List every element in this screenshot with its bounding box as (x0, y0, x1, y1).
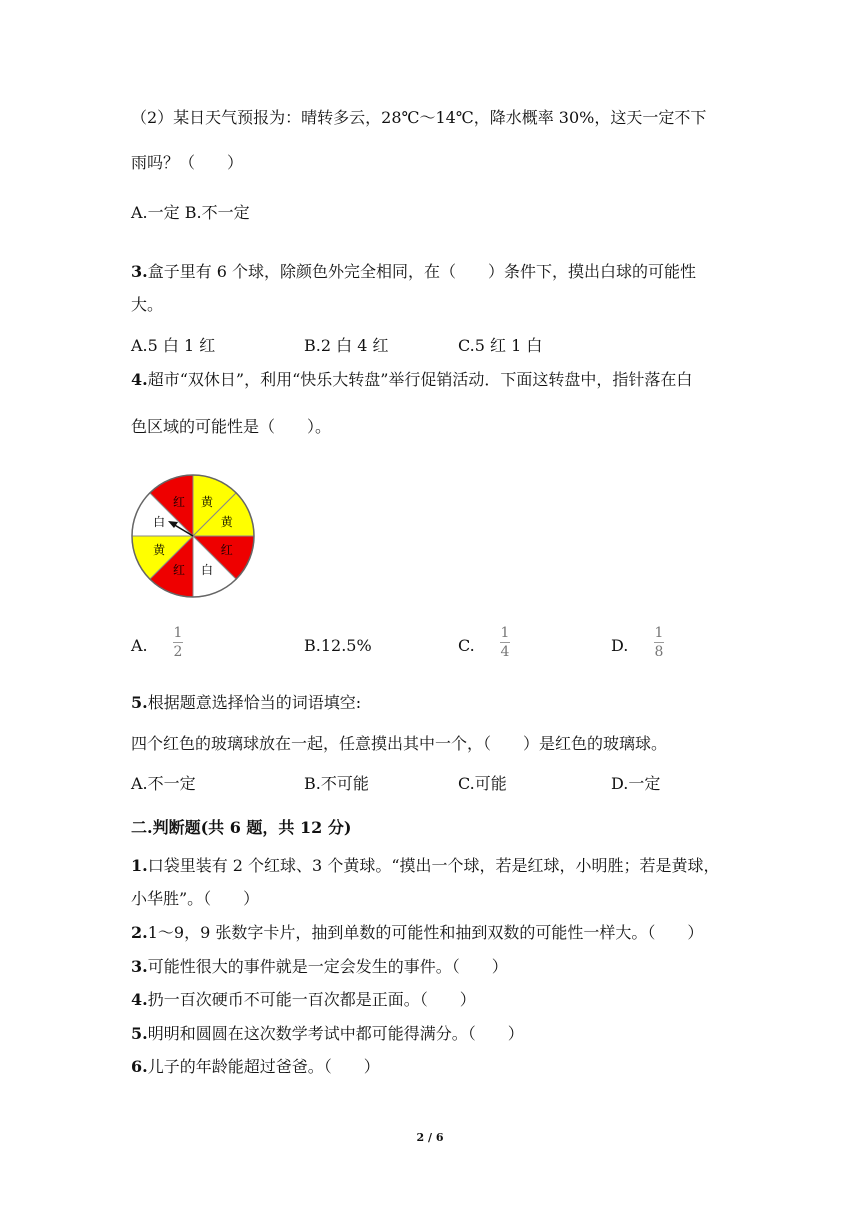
q3-option-c: C.5 红 1 白 (458, 336, 543, 355)
judge-item-4: 4.扔一百次硬币不可能一百次都是正面。（ ） (131, 990, 476, 1009)
spinner-segment-label: 白 (201, 562, 214, 577)
q3-line1 (131, 261, 696, 283)
spinner-segment-label: 黄 (201, 495, 214, 510)
fraction-denominator: 2 (173, 644, 183, 660)
judge-item-5: 5.明明和圆圆在这次数学考试中都可能得满分。（ ） (131, 1024, 524, 1043)
judge-item-1: 1.口袋里装有 2 个红球、3 个黄球。“摸出一个球，若是红球，小明胜；若是黄球， (131, 856, 720, 875)
q4-option-a-label: A. (131, 636, 148, 655)
q3-text: 盒子里有 6 个球，除颜色外完全相同，在（ ）条件下，摸出白球的可能性 (147, 262, 697, 281)
q5-option-b: B.不可能 (304, 774, 369, 793)
q4-option-c-label: C. (458, 636, 475, 655)
q4-option-b: B.12.5% (304, 636, 372, 655)
q2-sub-line1: （2）某日天气预报为：晴转多云，28℃～14℃，降水概率 30%，这天一定不下 (131, 108, 707, 127)
q4-line1 (131, 369, 692, 391)
spinner-segment-label: 红 (220, 543, 233, 558)
fraction-bar (654, 642, 664, 643)
q5-line2: 四个红色的玻璃球放在一起，任意摸出其中一个，（ ）是红色的玻璃球。 (131, 734, 668, 753)
fraction-denominator: 8 (654, 644, 664, 660)
fraction-numerator: 1 (173, 625, 183, 641)
fraction-denominator: 4 (500, 644, 510, 660)
q5-number: 5. (131, 693, 148, 712)
q3-line2: 大。 (131, 295, 164, 314)
q3-option-b: B.2 白 4 红 (304, 336, 389, 355)
q5-option-d: D.一定 (611, 774, 661, 793)
q4-number: 4. (131, 370, 148, 389)
q3-option-a: A.5 白 1 红 (131, 336, 216, 355)
judge-item-2: 2.1～9，9 张数字卡片，抽到单数的可能性和抽到双数的可能性一样大。（ ） (131, 923, 704, 942)
section-title: 二.判断题(共 6 题，共 12 分) (131, 818, 352, 837)
q5-text: 根据题意选择恰当的词语填空: (147, 693, 362, 712)
q3-number: 3. (131, 262, 148, 281)
q4-option-a-fraction (173, 626, 183, 659)
q4-option-d-fraction (654, 626, 664, 659)
spinner-wheel (128, 474, 260, 602)
spinner-segment-label: 红 (172, 562, 185, 577)
fraction-numerator: 1 (654, 625, 664, 641)
spinner-segment-label: 黄 (153, 543, 166, 558)
fraction-numerator: 1 (500, 625, 510, 641)
q5-line1 (131, 692, 361, 714)
judge-item-3: 3.可能性很大的事件就是一定会发生的事件。（ ） (131, 957, 508, 976)
judge-item-6: 6.儿子的年龄能超过爸爸。（ ） (131, 1057, 380, 1076)
judge-item-1-cont: 小华胜”。（ ） (131, 889, 260, 908)
q4-text: 超市“双休日”，利用“快乐大转盘”举行促销活动．下面这转盘中，指针落在白 (147, 370, 693, 389)
q2-sub-options: A.一定 B.不一定 (131, 203, 250, 222)
spinner-segment-label: 黄 (220, 514, 233, 529)
fraction-bar (500, 642, 510, 643)
spinner-segment-label: 白 (153, 514, 166, 529)
q4-option-c-fraction (500, 626, 510, 659)
q4-line2: 色区域的可能性是（ ）。 (131, 417, 332, 436)
spinner-segment-label: 红 (172, 495, 185, 510)
q5-option-a: A.不一定 (131, 774, 196, 793)
q2-sub-line2: 雨吗？（ ） (131, 153, 244, 172)
fraction-bar (173, 642, 183, 643)
q5-option-c: C.可能 (458, 774, 507, 793)
page-number: 2 / 6 (416, 1131, 444, 1144)
q4-option-d-label: D. (611, 636, 629, 655)
